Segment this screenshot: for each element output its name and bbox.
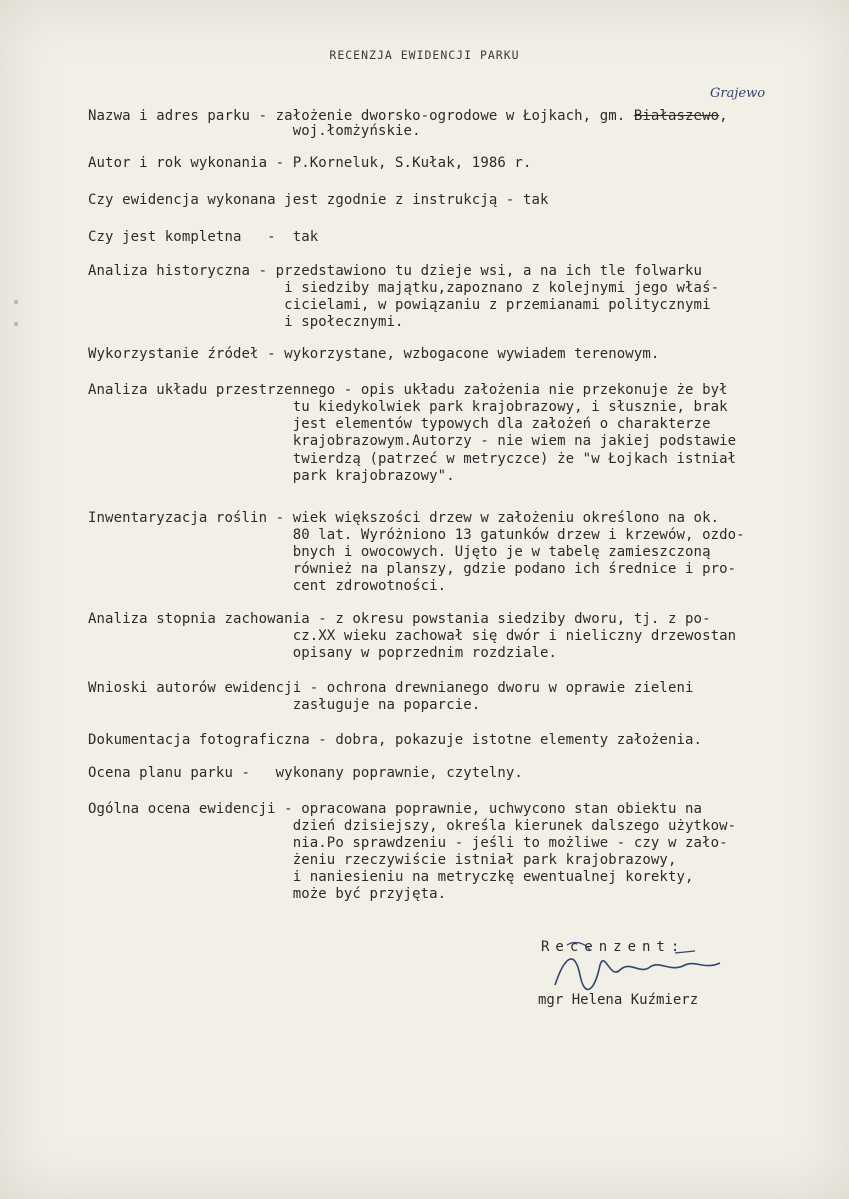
text-line: Nazwa i adres parku - założenie dworsko-ogrodowe w Łojkach, gm. Białaszewo, bbox=[88, 108, 728, 124]
text-line: i społecznymi. bbox=[88, 314, 404, 330]
text-line: Wykorzystanie źródeł - wykorzystane, wzbogacone wywiadem terenowym. bbox=[88, 346, 660, 362]
text-line: Inwentaryzacja roślin - wiek większości drzew w założeniu określono na ok. bbox=[88, 510, 720, 526]
handwritten-signature bbox=[545, 935, 745, 995]
text-line: Autor i rok wykonania - P.Korneluk, S.Kułak, 1986 r. bbox=[88, 155, 532, 171]
text-line: cz.XX wieku zachował się dwór i nieliczny drzewostan bbox=[88, 628, 737, 644]
text-line: opisany w poprzednim rozdziale. bbox=[88, 645, 558, 661]
text-line: również na planszy, gdzie podano ich średnice i pro- bbox=[88, 561, 737, 577]
text-line: Czy ewidencja wykonana jest zgodnie z instrukcją - tak bbox=[88, 192, 549, 208]
text-line: nia.Po sprawdzeniu - jeśli to możliwe - czy w zało- bbox=[88, 835, 728, 851]
document-title: RECENZJA EWIDENCJI PARKU bbox=[329, 48, 520, 62]
handwritten-correction: Grajewo bbox=[710, 86, 766, 101]
text-line: twierdzą (patrzeć w metryczce) że "w Łojkach istniał bbox=[88, 451, 737, 467]
punch-hole bbox=[14, 300, 18, 304]
signatory-name: mgr Helena Kuźmierz bbox=[538, 992, 699, 1008]
signature-label: Recenzent: bbox=[541, 939, 686, 955]
text-line: bnych i owocowych. Ujęto je w tabelę zamieszczoną bbox=[88, 544, 711, 560]
text-line: może być przyjęta. bbox=[88, 886, 447, 902]
text-line: dzień dzisiejszy, określa kierunek dalszego użytkow- bbox=[88, 818, 737, 834]
text-line: Analiza układu przestrzennego - opis układu założenia nie przekonuje że był bbox=[88, 382, 728, 398]
text-line: Wnioski autorów ewidencji - ochrona drewnianego dworu w oprawie zieleni bbox=[88, 680, 694, 696]
text-line: park krajobrazowy". bbox=[88, 468, 455, 484]
text-line: Ogólna ocena ewidencji - opracowana poprawnie, uchwycono stan obiektu na bbox=[88, 801, 703, 817]
text-line: cent zdrowotności. bbox=[88, 578, 447, 594]
punch-hole bbox=[14, 322, 18, 326]
text-line: tu kiedykolwiek park krajobrazowy, i słusznie, brak bbox=[88, 399, 728, 415]
text-line: i siedziby majątku,zapoznano z kolejnymi jego właś- bbox=[88, 280, 720, 296]
text-line: Analiza historyczna - przedstawiono tu dzieje wsi, a na ich tle folwarku bbox=[88, 263, 703, 279]
text-line: cicielami, w powiązaniu z przemianami politycznymi bbox=[88, 297, 711, 313]
text-line: krajobrazowym.Autorzy - nie wiem na jakiej podstawie bbox=[88, 433, 737, 449]
struck-text: Białaszewo bbox=[633, 108, 720, 124]
text-line: Ocena planu parku - wykonany poprawnie, czytelny. bbox=[88, 765, 523, 781]
text-line: jest elementów typowych dla założeń o charakterze bbox=[88, 416, 711, 432]
text-line: zasługuje na poparcie. bbox=[88, 697, 481, 713]
text-line: 80 lat. Wyróżniono 13 gatunków drzew i krzewów, ozdo- bbox=[88, 527, 745, 543]
text-line: Dokumentacja fotograficzna - dobra, pokazuje istotne elementy założenia. bbox=[88, 732, 703, 748]
text-line: woj.łomżyńskie. bbox=[88, 123, 421, 139]
text-line: Analiza stopnia zachowania - z okresu powstania siedziby dworu, tj. z po- bbox=[88, 611, 711, 627]
text-line: i naniesieniu na metryczkę ewentualnej korekty, bbox=[88, 869, 694, 885]
text-line: żeniu rzeczywiście istniał park krajobrazowy, bbox=[88, 852, 677, 868]
text-line: Czy jest kompletna - tak bbox=[88, 229, 319, 245]
